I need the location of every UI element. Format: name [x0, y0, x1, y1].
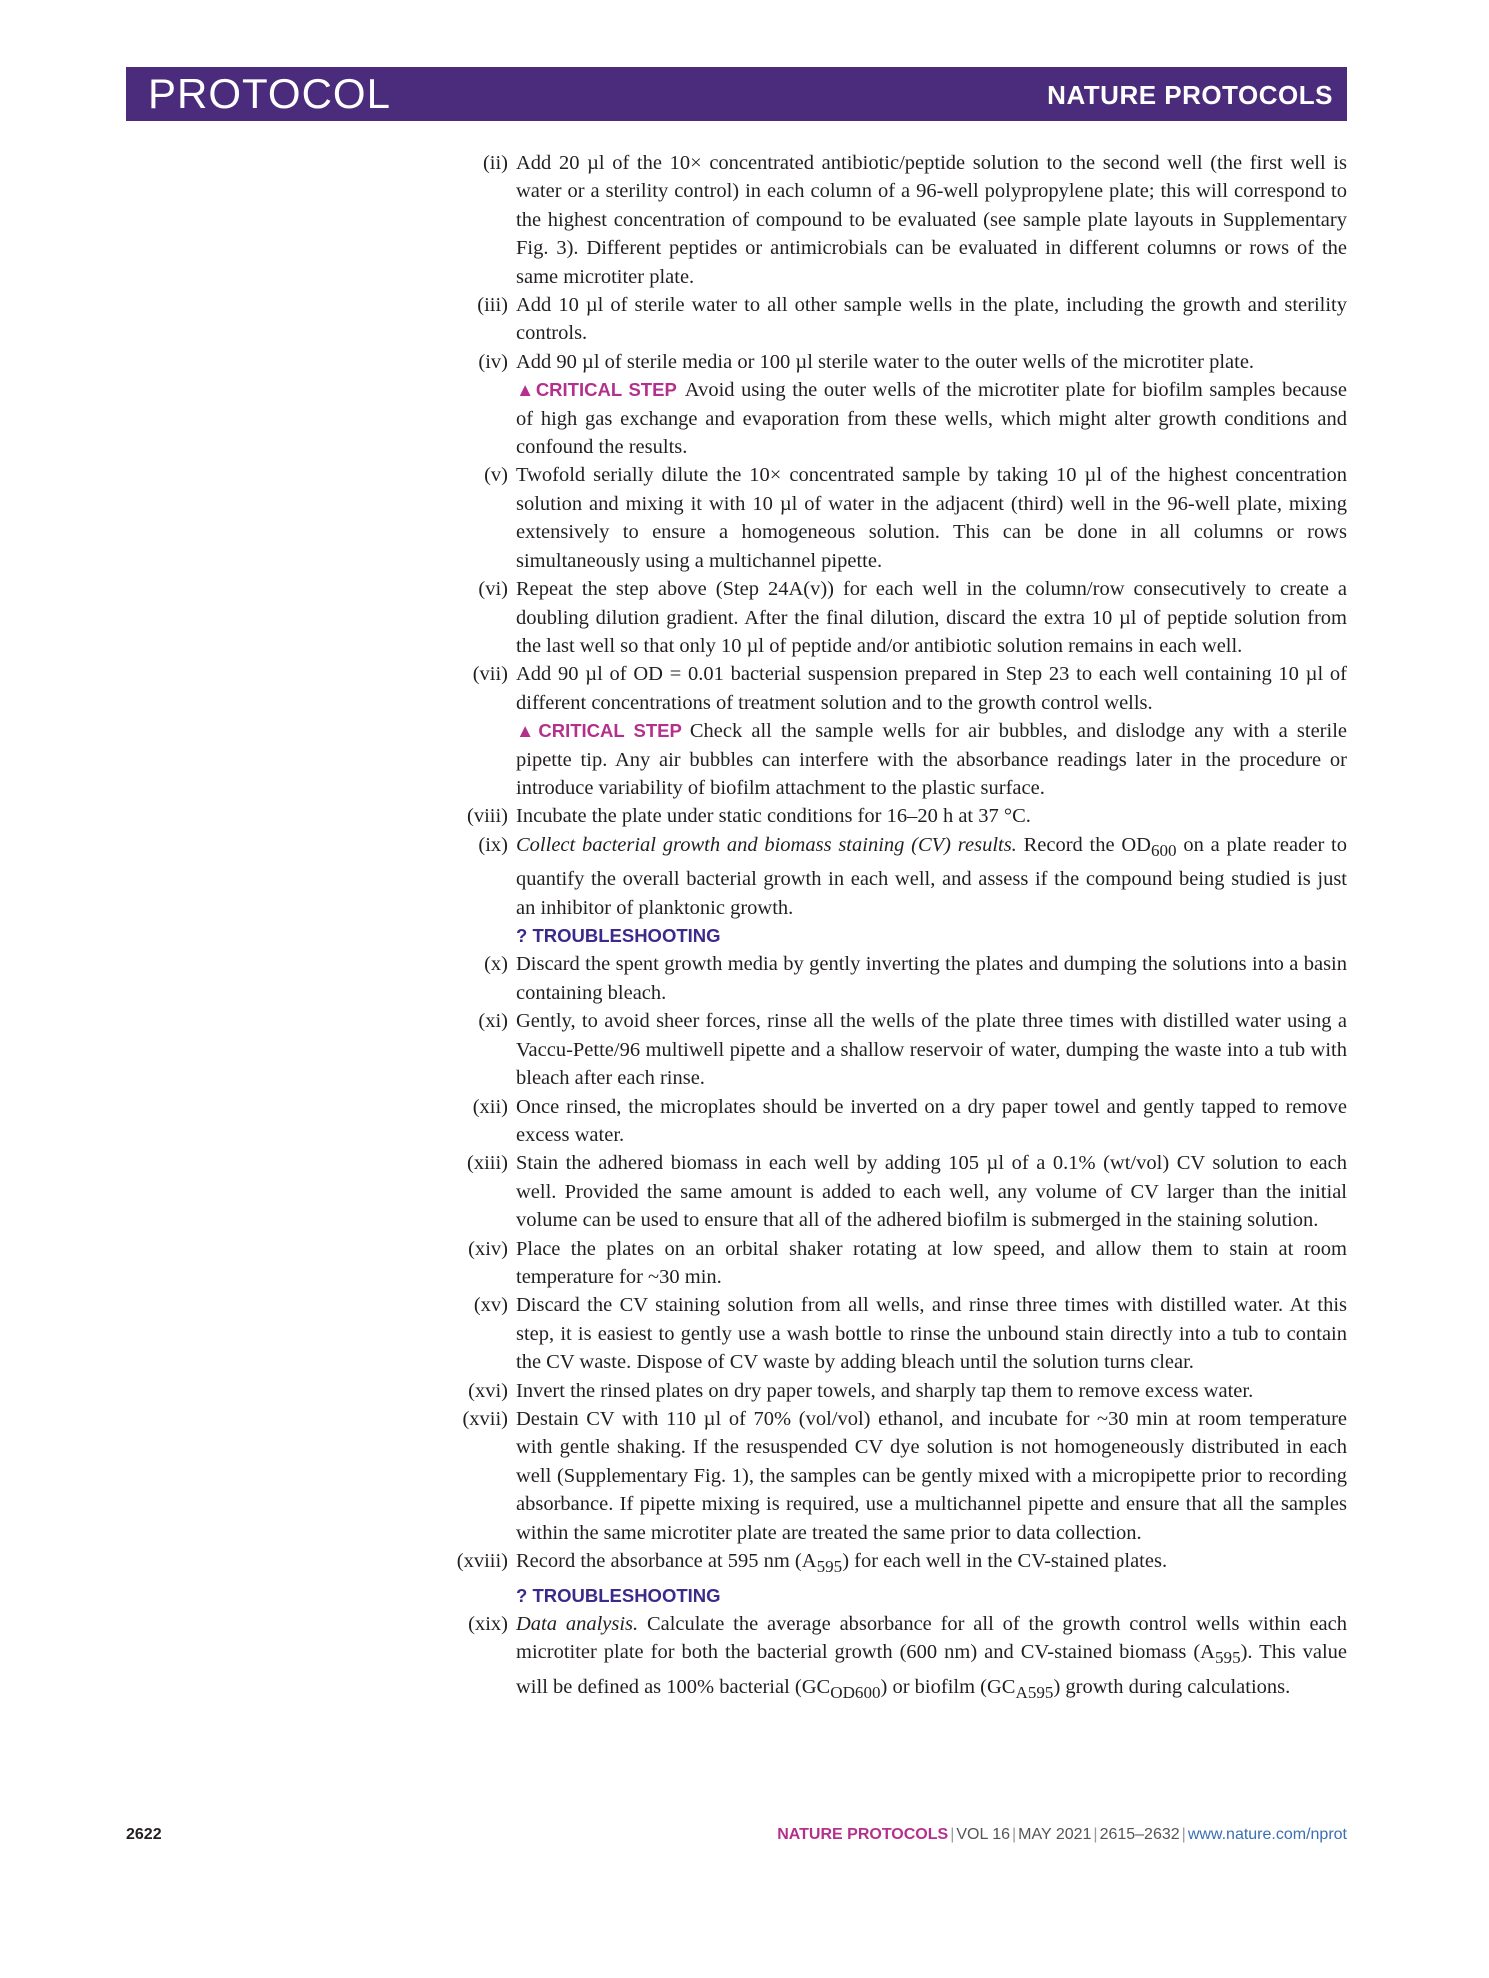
step-text: Stain the adhered biomass in each well by adding 105 µl of a 0.1% (wt/vol) CV solution to each well. Provided the same amount is added to each well, any volume of CV larger than the initial volume can be used to ensure that all of the adhered biofilm is submerged in the staining solution. — [516, 1152, 1347, 1232]
footer-separator: | — [1093, 1826, 1098, 1843]
footer-citation — [777, 1826, 1347, 1844]
step-text: Discard the CV staining solution from all wells, and rinse three times with distilled water. At this step, it is easiest to gently use a wash bottle to rinse the unbound stain directly into a tub to contain the CV waste. Dispose of CV waste by adding bleach until the solution turns clear. — [516, 1294, 1347, 1374]
step-xvi — [440, 1377, 1347, 1405]
section-label: PROTOCOL — [148, 70, 391, 117]
critical-step-text: Check all the sample wells for air bubbles, and dislodge any with a sterile pipette tip. Any air bubbles can interfere with the absorbance readings later in the procedure or introduce variability of biofilm attachment to the plastic surface. — [516, 720, 1347, 799]
step-number: (ix) — [478, 833, 508, 856]
footer-separator: | — [1181, 1826, 1186, 1843]
step-heading: Collect bacterial growth and biomass staining (CV) results. — [516, 833, 1017, 856]
step-number: (xiii) — [467, 1152, 508, 1175]
step-xix — [440, 1610, 1347, 1707]
step-text: Add 10 µl of sterile water to all other sample wells in the plate, including the growth and sterility controls. — [516, 294, 1347, 345]
step-number: (xvii) — [462, 1407, 508, 1430]
step-xvii — [440, 1405, 1347, 1547]
step-number: (vi) — [478, 578, 508, 601]
step-number: (ii) — [482, 152, 508, 174]
footer-volume: VOL 16 — [956, 1826, 1011, 1843]
subscript: 595 — [816, 1557, 843, 1577]
step-xii — [440, 1093, 1347, 1150]
step-text: ) for each well in the CV-stained plates. — [842, 1550, 1168, 1572]
step-xiii — [440, 1149, 1347, 1234]
step-number: (xix) — [468, 1612, 508, 1635]
critical-step-label: ▲CRITICAL STEP — [516, 720, 682, 742]
step-number: (iii) — [477, 294, 508, 317]
subscript: OD600 — [830, 1682, 881, 1702]
step-text: ) growth during calculations. — [1053, 1675, 1291, 1698]
step-xviii — [440, 1547, 1347, 1610]
step-number: (x) — [484, 953, 508, 976]
troubleshooting-label: ? TROUBLESHOOTING — [516, 1584, 721, 1606]
step-text: ) or biofilm (GC — [880, 1675, 1016, 1698]
step-body — [516, 348, 1347, 462]
subscript: 595 — [1214, 1648, 1241, 1668]
step-text: ). This value will be defined as 100% bacterial (GC — [516, 1641, 1347, 1698]
step-text: Record the absorbance at 595 nm (A — [516, 1550, 817, 1572]
footer-pages: 2615–2632 — [1099, 1826, 1180, 1843]
step-body — [516, 1547, 1347, 1610]
step-text: Repeat the step above (Step 24A(v)) for each well in the column/row consecutively to create a doubling dilution gradient. After the final dilution, discard the extra 10 µl of peptide solution from the last well so that only 10 µl of peptide and/or antibiotic solution remains in each well. — [516, 578, 1347, 657]
header-bar — [126, 67, 1347, 121]
step-iv — [440, 348, 1347, 462]
footer-journal: NATURE PROTOCOLS — [777, 1826, 949, 1843]
step-xv — [440, 1291, 1347, 1376]
step-text: Discard the spent growth media by gently inverting the plates and dumping the solutions into a basin containing bleach. — [516, 953, 1347, 1004]
step-text: Record the OD — [1016, 833, 1151, 856]
step-body — [516, 831, 1347, 951]
critical-step-label: ▲CRITICAL STEP — [516, 379, 677, 401]
step-vi — [440, 575, 1347, 660]
page-number: 2622 — [126, 1826, 162, 1843]
step-viii — [440, 802, 1347, 830]
critical-step-text: Avoid using the outer wells of the microtiter plate for biofilm samples because of high gas exchange and evaporation from these wells, which might alter growth conditions and confound the results. — [516, 379, 1347, 459]
step-number: (xii) — [472, 1095, 508, 1118]
step-ix — [440, 831, 1347, 951]
step-number: (xi) — [478, 1010, 508, 1033]
step-text: Invert the rinsed plates on dry paper towels, and sharply tap them to remove excess water. — [516, 1379, 1254, 1402]
step-xiv — [440, 1235, 1347, 1292]
step-number: (xviii) — [456, 1550, 508, 1572]
step-number: (xvi) — [468, 1379, 508, 1402]
footer-separator: | — [1012, 1826, 1017, 1843]
step-vii — [440, 660, 1347, 802]
step-number: (viii) — [467, 805, 508, 828]
step-heading: Data analysis. — [516, 1612, 639, 1635]
step-ii — [440, 149, 1347, 291]
step-text: Add 90 µl of sterile media or 100 µl sterile water to the outer wells of the microtiter plate. — [516, 350, 1255, 373]
step-number: (iv) — [478, 350, 508, 373]
step-text: Destain CV with 110 µl of 70% (vol/vol) ethanol, and incubate for ~30 min at room temperature with gentle shaking. If the resuspended CV dye solution is not homogeneously distributed in each well (Supplementary Fig. 1), the samples can be gently mixed with a micropipette prior to recording absorbance. If pipette mixing is required, use a multichannel pipette and ensure that all the samples within the same microtiter plate are treated the same prior to data collection. — [516, 1407, 1347, 1544]
step-body — [516, 660, 1347, 802]
subscript: A595 — [1015, 1682, 1054, 1702]
step-text: Add 20 µl of the 10× concentrated antibiotic/peptide solution to the second well (the first well is water or a sterility control) in each column of a 96-well polypropylene plate; this will correspond to the highest concentration of compound to be evaluated (see sample plate layouts in Supplementary Fig. 3). Different peptides or antimicrobials can be evaluated in different columns or rows of the same microtiter plate. — [516, 152, 1347, 288]
step-body — [516, 1610, 1347, 1707]
step-number: (vii) — [472, 663, 508, 686]
subscript: 600 — [1150, 840, 1177, 860]
step-text: Gently, to avoid sheer forces, rinse all the wells of the plate three times with distilled water using a Vaccu-Pette/96 multiwell pipette and a shallow reservoir of water, dumping the waste into a tub with bleach after each rinse. — [516, 1010, 1347, 1090]
step-text: Once rinsed, the microplates should be inverted on a dry paper towel and gently tapped to remove excess water. — [516, 1095, 1347, 1146]
footer-separator: | — [950, 1826, 955, 1843]
footer-url[interactable]: www.nature.com/nprot — [1187, 1826, 1347, 1843]
step-xi — [440, 1007, 1347, 1092]
step-text: on a plate reader to quantify the overall bacterial growth in each well, and assess if the compound being studied is just an inhibitor of planktonic growth. — [516, 833, 1347, 919]
step-text: Calculate the average absorbance for all of the growth control wells within each microtiter plate for both the bacterial growth (600 nm) and CV-stained biomass (A — [516, 1612, 1347, 1664]
step-number: (xiv) — [468, 1237, 508, 1260]
troubleshooting-label: ? TROUBLESHOOTING — [516, 925, 721, 947]
step-number: (v) — [484, 464, 508, 487]
step-text: Place the plates on an orbital shaker rotating at low speed, and allow them to stain at room temperature for ~30 min. — [516, 1237, 1347, 1288]
journal-name: NATURE PROTOCOLS — [1047, 80, 1333, 110]
protocol-steps — [440, 149, 1347, 1707]
step-number: (xv) — [473, 1294, 508, 1317]
step-iii — [440, 291, 1347, 348]
step-x — [440, 950, 1347, 1007]
step-text: Twofold serially dilute the 10× concentrated sample by taking 10 µl of the highest concentration solution and mixing it with 10 µl of water in the adjacent (third) well in the 96-well plate, mixing extensively to ensure a homogeneous solution. This can be done in all columns or rows simultaneously using a multichannel pipette. — [516, 464, 1347, 572]
step-v — [440, 461, 1347, 575]
footer-date: MAY 2021 — [1018, 1826, 1092, 1843]
step-text: Add 90 µl of OD = 0.01 bacterial suspension prepared in Step 23 to each well containing 10 µl of different concentrations of treatment solution and to the growth control wells. — [516, 663, 1347, 714]
step-text: Incubate the plate under static conditions for 16–20 h at 37 °C. — [516, 805, 1031, 828]
